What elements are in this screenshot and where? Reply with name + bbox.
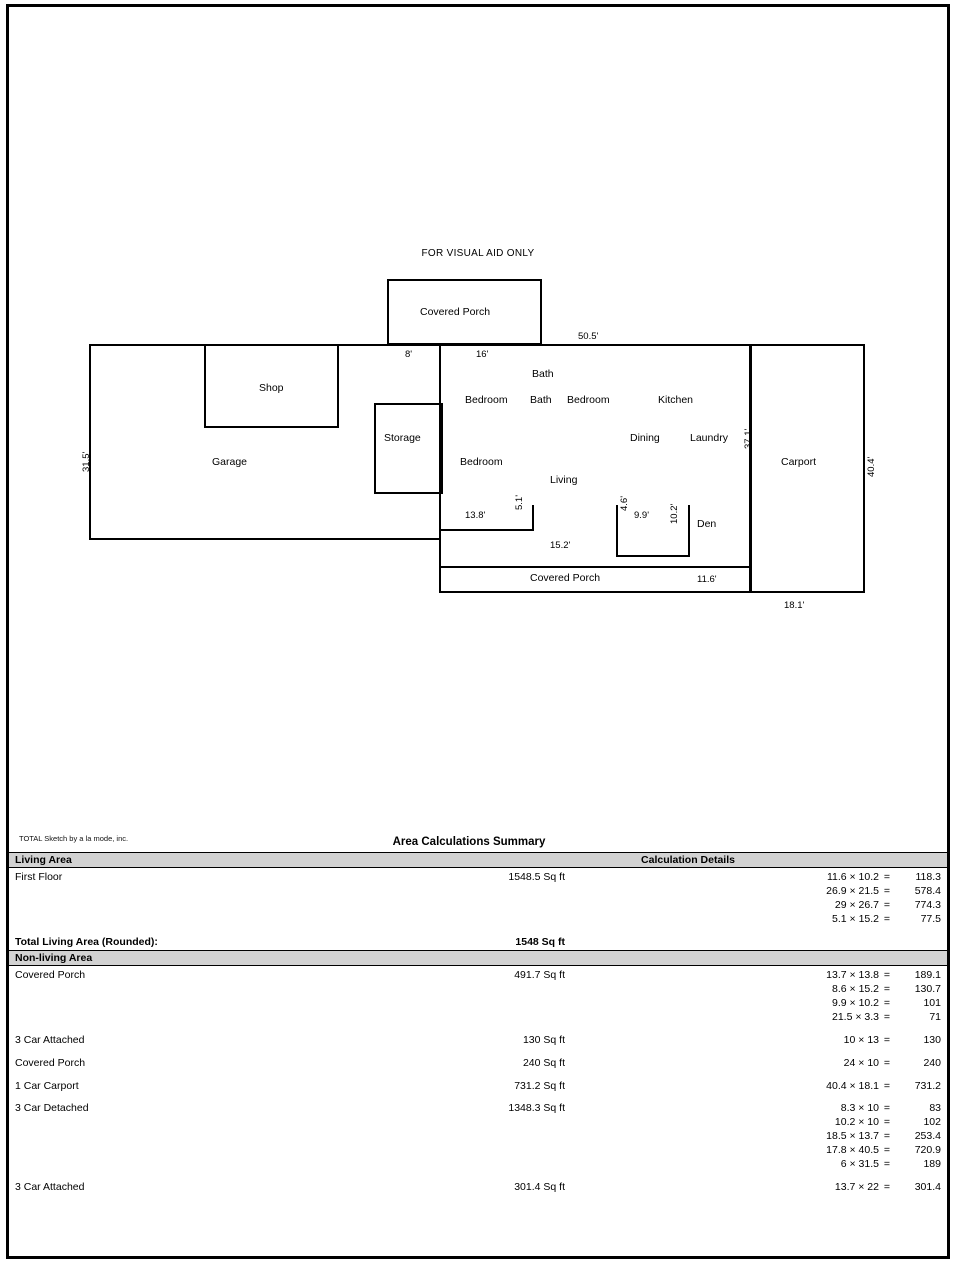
calc-line	[741, 1130, 941, 1144]
calc-line	[741, 1181, 941, 1195]
non-living-area-header-row	[9, 950, 947, 966]
calc-equals: =	[883, 1157, 891, 1170]
calc-line	[741, 983, 941, 997]
room-label-bedroom-lower: Bedroom	[460, 456, 503, 468]
room-label-garage: Garage	[212, 456, 248, 468]
room-label-dining: Dining	[630, 432, 660, 444]
calc-line	[741, 1057, 941, 1071]
row-name: 1 Car Carport	[15, 1079, 79, 1092]
total-living-area-label: Total Living Area (Rounded):	[15, 936, 158, 949]
calc-expression: 13.7 × 22	[834, 1180, 879, 1193]
calc-value: 118.3	[915, 871, 941, 883]
calc-value: 774.3	[914, 898, 941, 911]
row-name: 3 Car Attached	[15, 1033, 85, 1046]
calc-value: 71	[929, 1011, 941, 1024]
room-label-shop: Shop	[259, 382, 284, 394]
calc-equals: =	[883, 898, 891, 911]
calc-equals: =	[883, 1011, 891, 1024]
calc-line	[741, 1080, 941, 1094]
total-living-area-row	[9, 932, 947, 950]
calc-expression: 11.6 × 10.2	[826, 871, 879, 883]
calc-expression: 6 × 31.5	[840, 1157, 879, 1170]
dimension-4-6: 4.6'	[619, 495, 630, 511]
calc-line	[741, 969, 941, 983]
dimension-top-width: 50.5'	[578, 331, 599, 342]
room-label-bedroom-left: Bedroom	[465, 394, 508, 406]
dimension-5-1: 5.1'	[514, 494, 525, 510]
calc-equals: =	[883, 1033, 891, 1046]
dimension-11-6: 11.6'	[697, 574, 717, 585]
calculation-details-header: Calculation Details	[641, 854, 735, 866]
calc-expression: 21.5 × 3.3	[832, 1011, 879, 1024]
table-row	[9, 1031, 947, 1048]
table-row	[9, 966, 947, 1024]
row-calculations	[741, 871, 941, 926]
dimension-right-outer: 40.4'	[866, 456, 877, 477]
row-area: 240 Sq ft	[522, 1056, 565, 1069]
calc-value: 301.4	[914, 1180, 941, 1193]
calc-equals: =	[883, 1144, 891, 1157]
calc-equals: =	[883, 969, 891, 982]
room-label-kitchen: Kitchen	[658, 394, 694, 406]
dimension-18-1: 18.1'	[784, 600, 805, 611]
room-label-bath-top: Bath	[532, 368, 554, 380]
calc-line	[741, 871, 941, 885]
floorplan-sketch	[9, 7, 947, 852]
calc-line	[741, 1144, 941, 1158]
row-calculations	[741, 1057, 941, 1071]
calc-value: 101	[923, 997, 941, 1010]
calc-line	[741, 997, 941, 1011]
room-label-living: Living	[550, 474, 578, 486]
room-label-den: Den	[697, 518, 717, 530]
calc-line	[741, 1034, 941, 1048]
calc-summary-title: Area Calculations Summary	[392, 836, 546, 848]
calc-expression: 13.7 × 13.8	[826, 969, 879, 982]
calc-expression: 8.6 × 15.2	[832, 983, 879, 996]
visual-aid-note: FOR VISUAL AID ONLY	[421, 248, 535, 259]
row-area: 491.7 Sq ft	[514, 969, 565, 982]
dimension-15-2: 15.2'	[550, 540, 571, 551]
calc-expression: 10 × 13	[843, 1033, 879, 1046]
table-row	[9, 868, 947, 926]
room-label-carport: Carport	[781, 456, 817, 468]
calc-equals: =	[883, 1079, 891, 1092]
row-calculations	[741, 969, 941, 1024]
row-calculations	[741, 1080, 941, 1094]
sketch-credit: TOTAL Sketch by a la mode, inc.	[19, 834, 129, 843]
calc-expression: 17.8 × 40.5	[826, 1144, 879, 1157]
room-label-bath-mid: Bath	[530, 394, 552, 406]
calc-line	[741, 885, 941, 899]
calc-equals: =	[883, 1056, 891, 1069]
calc-value: 83	[929, 1102, 941, 1115]
calc-value: 720.9	[914, 1144, 941, 1157]
calc-value: 253.4	[914, 1130, 941, 1143]
table-row	[9, 1178, 947, 1195]
row-name: 3 Car Attached	[15, 1180, 85, 1193]
calc-line	[741, 1011, 941, 1025]
calc-value: 240	[923, 1056, 941, 1069]
dimension-9-9: 9.9'	[634, 510, 650, 521]
dimension-left-height: 31.5'	[81, 451, 92, 472]
total-living-area-value: 1548 Sq ft	[515, 936, 565, 949]
calc-expression: 10.2 × 10	[834, 1116, 879, 1129]
calc-value: 130	[923, 1033, 941, 1046]
calc-value: 77.5	[920, 912, 941, 925]
dimension-10-2: 10.2'	[669, 503, 680, 524]
carport-outline	[750, 344, 865, 593]
calc-equals: =	[883, 1116, 891, 1129]
dimension-13-8: 13.8'	[465, 510, 486, 521]
room-label-storage: Storage	[384, 432, 421, 444]
calc-expression: 24 × 10	[843, 1056, 879, 1069]
row-name: 3 Car Detached	[15, 1102, 89, 1115]
calc-line	[741, 1102, 941, 1116]
calc-line	[741, 1116, 941, 1130]
calc-expression: 5.1 × 15.2	[832, 912, 879, 925]
row-area: 301.4 Sq ft	[514, 1180, 565, 1193]
area-calculations-table	[9, 852, 947, 1255]
calc-expression: 8.3 × 10	[840, 1102, 879, 1115]
calc-equals: =	[883, 884, 891, 897]
row-name: Covered Porch	[15, 969, 86, 982]
room-label-bedroom-mid: Bedroom	[567, 394, 610, 406]
room-label-covered-porch-bottom: Covered Porch	[530, 572, 601, 584]
calc-equals: =	[883, 912, 891, 925]
row-area: 1348.3 Sq ft	[508, 1102, 565, 1115]
calc-line	[741, 899, 941, 913]
room-label-covered-porch-top: Covered Porch	[420, 306, 491, 318]
calc-equals: =	[883, 1130, 891, 1143]
calc-equals: =	[883, 871, 891, 883]
calc-value: 731.2	[914, 1079, 941, 1092]
calc-line	[741, 1158, 941, 1172]
calc-expression: 18.5 × 13.7	[826, 1130, 879, 1143]
calc-equals: =	[883, 1180, 891, 1193]
calc-expression: 29 × 26.7	[834, 898, 879, 911]
dimension-porch-8: 8'	[405, 349, 413, 360]
row-area: 731.2 Sq ft	[514, 1079, 565, 1092]
calc-value: 130.7	[914, 983, 941, 996]
row-name: Covered Porch	[15, 1056, 86, 1069]
room-label-laundry: Laundry	[690, 432, 728, 444]
row-area: 130 Sq ft	[522, 1033, 565, 1046]
calc-value: 578.4	[914, 884, 941, 897]
calc-line	[741, 913, 941, 927]
calc-equals: =	[883, 983, 891, 996]
dimension-right-inner: 37.1'	[743, 428, 754, 449]
calc-equals: =	[883, 997, 891, 1010]
calc-value: 189	[923, 1157, 941, 1170]
row-calculations	[741, 1181, 941, 1195]
row-area: 1548.5 Sq ft	[508, 871, 565, 883]
row-calculations	[741, 1034, 941, 1048]
calc-equals: =	[883, 1102, 891, 1115]
calc-expression: 26.9 × 21.5	[826, 884, 879, 897]
storage-outline	[374, 403, 443, 494]
non-living-area-header: Non-living Area	[15, 952, 93, 965]
table-row	[9, 1099, 947, 1171]
table-row	[9, 1077, 947, 1094]
row-calculations	[741, 1102, 941, 1171]
living-area-header: Living Area	[15, 854, 72, 866]
calc-value: 189.1	[914, 969, 941, 982]
calc-expression: 9.9 × 10.2	[832, 997, 879, 1010]
calc-expression: 40.4 × 18.1	[826, 1079, 879, 1092]
row-name: First Floor	[15, 871, 63, 883]
calc-value: 102	[923, 1116, 941, 1129]
table-row	[9, 1054, 947, 1071]
dimension-porch-16: 16'	[476, 349, 489, 360]
living-area-header-row	[9, 852, 947, 868]
